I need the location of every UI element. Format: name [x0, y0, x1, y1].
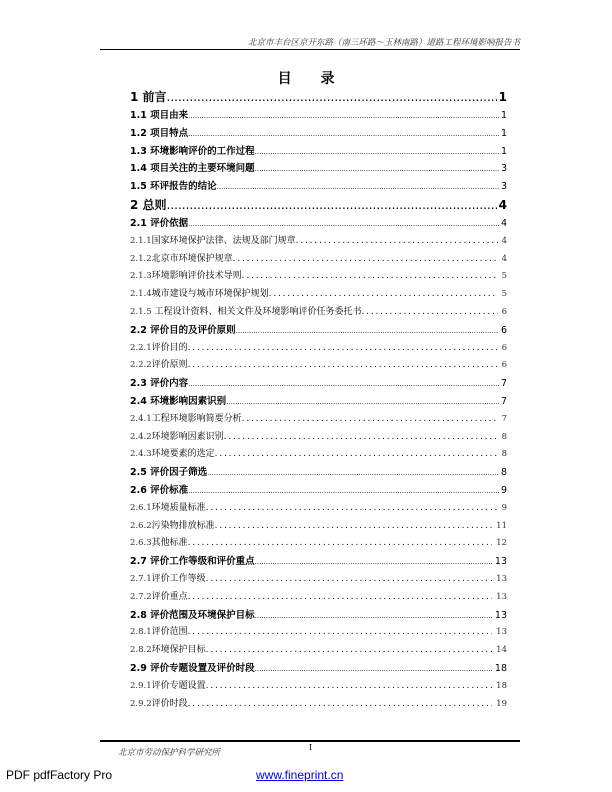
toc-entry-label: 2.1 评价依据: [130, 217, 189, 229]
toc-entry-text: 评价范围: [151, 627, 188, 638]
toc-page-number: 4: [498, 197, 507, 212]
toc-entry-number: 2.4.3: [130, 449, 152, 460]
toc-entry-label: [130, 571, 206, 584]
toc-entry[interactable]: [130, 268, 507, 286]
toc-page-number: 7: [501, 413, 507, 424]
toc-entry-label: [130, 251, 233, 264]
toc-entry-number: 2.1.4: [130, 289, 152, 300]
toc-entry-label: [130, 535, 188, 548]
toc-entry-label: [130, 696, 188, 709]
toc-entry-label: [130, 286, 269, 299]
toc-leader-dots: [188, 380, 499, 388]
toc-leader-dots: [188, 699, 493, 709]
toc-entry-label: [130, 500, 206, 513]
title-char-1: 目: [277, 71, 292, 87]
toc-entry-label: 1.3 环境影响评价的工作过程: [130, 145, 255, 157]
toc-page-number: 13: [494, 609, 507, 621]
toc-entry-label: [130, 518, 215, 531]
toc-entry[interactable]: [130, 535, 507, 553]
toc-entry-number: 2.6.1: [130, 502, 152, 513]
toc-entry-label: [130, 304, 362, 317]
fineprint-link[interactable]: www.fineprint.cn: [256, 768, 344, 782]
toc-entry-number: 2.1.5: [130, 306, 152, 317]
toc-entry-number: 2.2.2: [130, 360, 152, 371]
page-title: [0, 68, 612, 88]
toc-entry[interactable]: [130, 304, 507, 322]
toc-entry[interactable]: [130, 571, 507, 589]
toc-entry-label: 1.5 环评报告的结论: [130, 181, 217, 193]
toc-leader-dots: [255, 558, 493, 566]
toc-entry-number: 2.9.2: [130, 698, 152, 709]
toc-entry-label: 2.4 环境影响因素识别: [130, 395, 227, 407]
toc-leader-dots: [188, 592, 493, 602]
toc-page-number: 9: [500, 484, 507, 496]
toc-page-number: 14: [496, 645, 507, 656]
toc-entry-text: 环境影响评价技术导则: [151, 271, 242, 282]
toc-leader-dots: [233, 254, 498, 264]
toc-leader-dots: [206, 681, 493, 691]
toc-entry[interactable]: [130, 160, 507, 178]
toc-leader-dots: [255, 612, 493, 620]
toc-entry-number: 2.4.1: [130, 413, 152, 424]
toc-leader-dots: [217, 183, 499, 191]
toc-entry-number: 2.7.1: [130, 573, 152, 584]
toc-leader-dots: [188, 343, 498, 353]
toc-entry[interactable]: [130, 251, 507, 269]
toc-page-number: 1: [500, 110, 507, 121]
toc-page-number: 1: [500, 127, 507, 139]
toc-leader-dots: [296, 236, 498, 246]
footer-organization: 北京市劳动保护科学研究所: [118, 748, 221, 758]
toc-entry[interactable]: [130, 411, 507, 429]
toc-entry-number: 2.1.1: [130, 235, 152, 246]
toc-entry[interactable]: [130, 660, 507, 678]
toc-entry-label: [130, 233, 296, 246]
toc-entry-number: 2.7.2: [130, 591, 152, 602]
toc-entry-number: 2.4.2: [130, 431, 152, 442]
header-rule: [100, 49, 520, 50]
toc-leader-dots: [224, 432, 498, 442]
toc-entry-label: 1 前言: [130, 90, 167, 104]
toc-entry-label: [130, 429, 224, 442]
toc-page-number: 7: [500, 378, 507, 390]
toc-entry[interactable]: [130, 125, 507, 143]
toc-entry-text: 评价工作等级: [151, 573, 206, 584]
toc-entry-text: 评价时段: [151, 698, 188, 709]
toc-page-number: 18: [494, 662, 507, 674]
toc-page-number: 11: [496, 520, 507, 531]
toc-entry-label: 1.2 项目特点: [130, 127, 189, 139]
toc-page-number: 6: [501, 360, 507, 371]
toc-entry[interactable]: [130, 286, 507, 304]
toc-entry-number: 2.6.2: [130, 520, 152, 531]
toc-entry[interactable]: [130, 553, 507, 571]
toc-entry-text: 评价目的: [151, 342, 188, 353]
toc-page-number: 13: [494, 556, 507, 568]
toc-page-number: 9: [501, 502, 507, 513]
toc-entry[interactable]: [130, 233, 507, 251]
toc-page-number: 1: [498, 90, 507, 104]
toc-leader-dots: [207, 469, 499, 477]
toc-page-number: 7: [500, 395, 507, 407]
toc-entry-text: 其他标准: [151, 538, 188, 549]
toc-page-number: 3: [500, 181, 507, 193]
footer-rule: [100, 740, 520, 742]
toc-entry-label: [130, 642, 206, 655]
toc-entry-text: 环境要素的选定: [151, 449, 215, 460]
toc-leader-dots: [255, 148, 499, 156]
toc-leader-dots: [206, 574, 493, 584]
toc-page-number: 8: [501, 449, 507, 460]
toc-page-number: 6: [501, 342, 507, 353]
toc-page-number: 6: [501, 306, 507, 317]
toc-entry[interactable]: [130, 375, 507, 393]
toc-entry-label: 2.5 评价因子筛选: [130, 467, 208, 479]
toc-entry[interactable]: [130, 678, 507, 696]
toc-entry-text: 污染物排放标准: [151, 520, 215, 531]
toc-entry[interactable]: [130, 429, 507, 447]
toc-leader-dots: [269, 289, 498, 299]
pdf-factory-label: PDF pdfFactory Pro: [6, 768, 113, 782]
toc-page-number: 19: [496, 698, 507, 709]
toc-entry-text: 工程设计资料、相关文件及环境影响评价任务委托书: [151, 306, 362, 317]
toc-entry[interactable]: [130, 322, 507, 340]
toc-entry[interactable]: [130, 143, 507, 161]
toc-entry-label: 2.6 评价标准: [130, 484, 189, 496]
toc-entry[interactable]: [130, 357, 507, 375]
toc-page-number: 4: [500, 217, 507, 229]
toc-leader-dots: [188, 487, 499, 495]
toc-entry-text: 工程环境影响简要分析: [151, 413, 242, 424]
toc-page-number: 18: [496, 680, 507, 691]
toc-entry-label: [130, 357, 188, 370]
toc-entry[interactable]: [130, 215, 507, 233]
toc-entry-text: 环境影响因素识别: [151, 431, 224, 442]
toc-page-number: 5: [501, 271, 507, 282]
toc-page-number: 1: [500, 145, 507, 157]
toc-entry[interactable]: [130, 500, 507, 518]
toc-leader-dots: [206, 645, 493, 655]
toc-entry[interactable]: [130, 196, 507, 215]
toc-leader-dots: [167, 90, 497, 104]
toc-page-number: 4: [501, 235, 507, 246]
toc-entry-label: [130, 340, 188, 353]
toc-entry[interactable]: [130, 607, 507, 625]
toc-entry-label: 2 总则: [130, 197, 167, 212]
toc-leader-dots: [236, 327, 499, 335]
toc-entry-text: 国家环境保护法律、法规及部门规章: [151, 235, 296, 246]
toc-entry[interactable]: [130, 107, 507, 125]
toc-page-number: 5: [501, 289, 507, 300]
toc-entry-text: 评价专题设置: [151, 680, 206, 691]
toc-entry-label: 2.2 评价目的及评价原则: [130, 324, 236, 336]
running-header: 北京市丰台区京开东路（南三环路～玉林南路）道路工程环境影响报告书: [247, 38, 520, 48]
footer-page-number: I: [309, 743, 313, 752]
toc-entry-text: 评价原则: [151, 360, 188, 371]
toc-leader-dots: [242, 414, 498, 424]
toc-entry-label: [130, 589, 188, 602]
toc-leader-dots: [206, 503, 498, 513]
toc-leader-dots: [255, 165, 499, 173]
toc-entry-label: [130, 268, 242, 281]
toc-entry-label: [130, 624, 188, 637]
toc-entry[interactable]: [130, 642, 507, 660]
toc-page-number: 13: [496, 591, 507, 602]
toc-entry-number: 2.2.1: [130, 342, 152, 353]
title-char-2: 录: [320, 71, 335, 87]
toc-leader-dots: [188, 112, 499, 120]
toc-entry-label: 2.9 评价专题设置及评价时段: [130, 662, 255, 674]
toc-entry-label: 2.7 评价工作等级和评价重点: [130, 556, 255, 568]
toc-page-number: 12: [496, 538, 507, 549]
toc-entry[interactable]: [130, 464, 507, 482]
toc-entry-label: [130, 411, 242, 424]
toc-page-number: 8: [500, 467, 507, 479]
toc-entry-text: 环境保护目标: [151, 645, 206, 656]
toc-entry[interactable]: [130, 340, 507, 358]
toc-entry-label: 2.3 评价内容: [130, 378, 189, 390]
toc-entry[interactable]: [130, 446, 507, 464]
toc-page-number: 8: [501, 431, 507, 442]
toc-entry[interactable]: [130, 518, 507, 536]
toc-page-number: 13: [496, 573, 507, 584]
toc-page-number: 4: [501, 253, 507, 264]
toc-entry-number: 2.9.1: [130, 680, 152, 691]
toc-entry-number: 2.8.1: [130, 627, 152, 638]
toc-entry-text: 评价重点: [151, 591, 188, 602]
toc-entry-number: 2.8.2: [130, 645, 152, 656]
toc-entry[interactable]: [130, 589, 507, 607]
toc-leader-dots: [167, 198, 497, 212]
toc-leader-dots: [362, 307, 498, 317]
toc-leader-dots: [188, 360, 498, 370]
toc-leader-dots: [226, 398, 499, 406]
toc-leader-dots: [215, 521, 493, 531]
toc-entry-number: 2.1.3: [130, 271, 152, 282]
toc-page-number: 6: [500, 324, 507, 336]
toc-entry[interactable]: [130, 178, 507, 196]
toc-entry[interactable]: [130, 88, 507, 107]
toc-entry-label: [130, 678, 206, 691]
toc-entry-number: 2.1.2: [130, 253, 152, 264]
toc-leader-dots: [188, 220, 499, 228]
toc-leader-dots: [255, 665, 493, 673]
toc-entry-text: 北京市环境保护规章: [151, 253, 233, 264]
toc-entry[interactable]: [130, 393, 507, 411]
toc-leader-dots: [215, 449, 498, 459]
toc-page-number: 13: [496, 627, 507, 638]
table-of-contents: [130, 88, 507, 713]
toc-entry-text: 城市建设与城市环境保护规划: [151, 289, 269, 300]
toc-entry-text: 环境质量标准: [151, 502, 206, 513]
toc-entry[interactable]: [130, 482, 507, 500]
toc-entry-label: 1.4 项目关注的主要环境问题: [130, 163, 255, 175]
toc-entry-label: 2.8 评价范围及环境保护目标: [130, 609, 255, 621]
toc-entry[interactable]: [130, 696, 507, 714]
toc-page-number: 3: [500, 163, 507, 175]
toc-entry-label: [130, 446, 215, 459]
toc-entry-number: 2.6.3: [130, 538, 152, 549]
toc-entry-label: 1.1 项目由来: [130, 110, 189, 121]
toc-leader-dots: [188, 627, 493, 637]
toc-leader-dots: [188, 538, 493, 548]
toc-entry[interactable]: [130, 624, 507, 642]
toc-leader-dots: [242, 271, 498, 281]
toc-leader-dots: [188, 130, 499, 138]
